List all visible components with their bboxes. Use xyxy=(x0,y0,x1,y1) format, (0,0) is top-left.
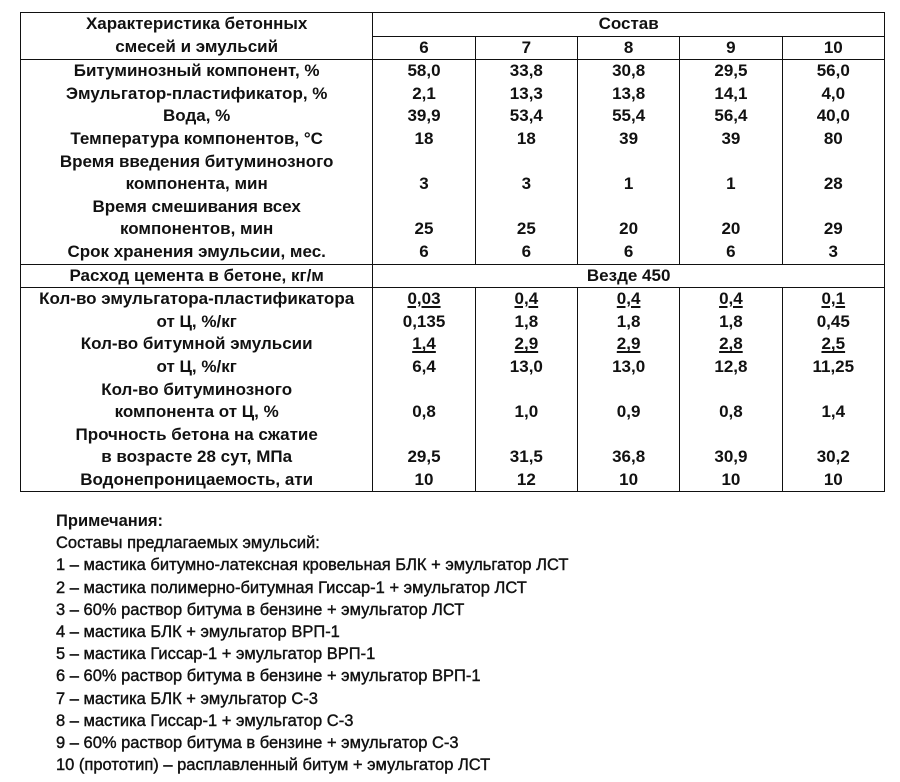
table-cell: 1,4 xyxy=(782,379,884,424)
col-header: 6 xyxy=(373,36,475,60)
cement-label: Расход цемента в бетоне, кг/м xyxy=(21,264,373,288)
properties-table xyxy=(20,12,885,492)
table-cell: 13,3 xyxy=(475,83,577,106)
table-cell: 14,1 xyxy=(680,83,782,106)
table-cell: 1 xyxy=(577,151,679,196)
table-cell: 30,2 xyxy=(782,424,884,469)
header-characteristic-line2: смесей и эмульсий xyxy=(115,36,279,56)
row-label xyxy=(21,424,373,469)
row-label xyxy=(21,379,373,424)
table-row xyxy=(21,83,885,106)
table-row xyxy=(21,241,885,264)
row-label-line: Кол-во битумной эмульсии xyxy=(80,334,313,354)
list-item: 5 – мастика Гиссар-1 + эмульгатор ВРП-1 xyxy=(56,645,376,664)
table-cell: 12 xyxy=(475,469,577,492)
table-row xyxy=(21,196,885,241)
cell-percent: 0,4 xyxy=(514,289,539,309)
table-cell: 2,1 xyxy=(373,83,475,106)
cell-percent: 2,9 xyxy=(616,334,641,354)
cell-percent: 0,1 xyxy=(821,289,846,309)
row-label-line: от Ц, %/кг xyxy=(156,311,237,331)
table-row xyxy=(21,288,885,334)
cell-kg: 12,8 xyxy=(714,356,748,376)
table-cell: 4,0 xyxy=(782,83,884,106)
table-cell: 29,5 xyxy=(680,60,782,83)
table-row xyxy=(21,379,885,424)
row-label xyxy=(21,288,373,334)
row-label xyxy=(21,151,373,196)
cell-kg: 11,25 xyxy=(812,356,855,376)
list-item: 8 – мастика Гиссар-1 + эмульгатор С-3 xyxy=(56,711,354,730)
table-cell: 58,0 xyxy=(373,60,475,83)
table-cell: 0,8 xyxy=(373,379,475,424)
table-cell xyxy=(577,333,679,378)
cell-kg: 0,135 xyxy=(402,311,446,331)
cell-kg: 0,45 xyxy=(816,311,850,331)
table-cell: 25 xyxy=(373,196,475,241)
table-cell: 30,9 xyxy=(680,424,782,469)
notes-section xyxy=(56,510,568,776)
col-header: 7 xyxy=(475,36,577,60)
table-cell: 1,0 xyxy=(475,379,577,424)
notes-title: Примечания: xyxy=(56,512,164,530)
table-cell: 33,8 xyxy=(475,60,577,83)
header-composition: Состав xyxy=(373,13,885,37)
table-row xyxy=(21,469,885,492)
list-item: 1 – мастика битумно-латексная кровельная БЛК + эмульгатор ЛСТ xyxy=(56,556,569,575)
col-header: 10 xyxy=(782,36,884,60)
table-cell xyxy=(680,333,782,378)
table-cell xyxy=(373,333,475,378)
table-cell: 30,8 xyxy=(577,60,679,83)
row-label-line: Кол-во битуминозного xyxy=(101,379,293,399)
table-cell: 40,0 xyxy=(782,105,884,128)
row-label-line: компонента от Ц, % xyxy=(114,402,279,422)
table-cell: 39 xyxy=(577,128,679,151)
table-cell: 3 xyxy=(373,151,475,196)
cell-percent: 1,4 xyxy=(412,334,436,354)
table-cell: 28 xyxy=(782,151,884,196)
table-header-row xyxy=(21,13,885,37)
cell-percent: 0,4 xyxy=(616,289,641,309)
row-label: Водонепроницаемость, ати xyxy=(21,469,373,492)
table-cell: 39 xyxy=(680,128,782,151)
table-cell: 10 xyxy=(373,469,475,492)
cell-percent: 2,9 xyxy=(514,334,539,354)
row-label-line: Время введения битуминозного xyxy=(59,151,334,171)
list-item: 6 – 60% раствор битума в бензине + эмульгатор ВРП-1 xyxy=(56,667,481,686)
table-cell: 10 xyxy=(782,469,884,492)
table-cell: 56,0 xyxy=(782,60,884,83)
table-cell xyxy=(577,288,679,334)
list-item: 3 – 60% раствор битума в бензине + эмульгатор ЛСТ xyxy=(56,600,465,619)
table-cell: 20 xyxy=(577,196,679,241)
list-item: 9 – 60% раствор битума в бензине + эмульгатор С-3 xyxy=(56,734,459,753)
table-cell: 10 xyxy=(680,469,782,492)
list-item: 4 – мастика БЛК + эмульгатор ВРП-1 xyxy=(56,623,340,642)
cement-value: Везде 450 xyxy=(373,264,885,288)
row-label: Вода, % xyxy=(21,105,373,128)
table-cell: 25 xyxy=(475,196,577,241)
row-label-line: от Ц, %/кг xyxy=(156,356,237,376)
row-label-line: компонентов, мин xyxy=(119,219,274,239)
table-cell: 29 xyxy=(782,196,884,241)
header-characteristic-cell xyxy=(21,13,373,60)
row-label: Эмульгатор-пластификатор, % xyxy=(21,83,373,106)
table-cell xyxy=(373,288,475,334)
list-item: 2 – мастика полимерно-битумная Гиссар-1 + эмульгатор ЛСТ xyxy=(56,578,527,597)
row-label xyxy=(21,333,373,378)
table-cell: 20 xyxy=(680,196,782,241)
table-row xyxy=(21,128,885,151)
table-row xyxy=(21,151,885,196)
table-cell: 6 xyxy=(373,241,475,264)
table-cell: 55,4 xyxy=(577,105,679,128)
cell-kg: 1,8 xyxy=(719,311,743,331)
table-cell: 0,9 xyxy=(577,379,679,424)
cell-kg: 1,8 xyxy=(514,311,539,331)
table-cell: 0,8 xyxy=(680,379,782,424)
row-label-line: Кол-во эмульгатора-пластификатора xyxy=(39,289,355,309)
table-cell: 13,8 xyxy=(577,83,679,106)
row-label xyxy=(21,196,373,241)
table-cell: 29,5 xyxy=(373,424,475,469)
table-cell: 56,4 xyxy=(680,105,782,128)
cement-row xyxy=(21,264,885,288)
list-item: 10 (прототип) – расплавленный битум + эмульгатор ЛСТ xyxy=(56,756,491,775)
table-cell xyxy=(680,288,782,334)
table-row xyxy=(21,333,885,378)
table-cell xyxy=(782,333,884,378)
row-label: Температура компонентов, °С xyxy=(21,128,373,151)
table-cell: 31,5 xyxy=(475,424,577,469)
table-cell xyxy=(475,288,577,334)
cell-percent: 2,5 xyxy=(821,334,846,354)
table-cell: 53,4 xyxy=(475,105,577,128)
cell-percent: 0,03 xyxy=(407,289,441,309)
table-cell: 6 xyxy=(680,241,782,264)
row-label: Срок хранения эмульсии, мес. xyxy=(21,241,373,264)
table-cell xyxy=(475,333,577,378)
notes-subtitle: Составы предлагаемых эмульсий: xyxy=(56,534,320,553)
header-characteristic-line1: Характеристика бетонных xyxy=(85,14,308,33)
table-cell: 18 xyxy=(475,128,577,151)
table-cell: 3 xyxy=(782,241,884,264)
table-cell: 36,8 xyxy=(577,424,679,469)
table-cell: 6 xyxy=(577,241,679,264)
cell-percent: 2,8 xyxy=(719,334,743,354)
row-label: Битуминозный компонент, % xyxy=(21,60,373,83)
table-cell: 18 xyxy=(373,128,475,151)
col-header: 9 xyxy=(680,36,782,60)
cell-percent: 0,4 xyxy=(719,289,743,309)
table-row xyxy=(21,424,885,469)
table-cell: 1 xyxy=(680,151,782,196)
table-cell: 3 xyxy=(475,151,577,196)
table-row xyxy=(21,105,885,128)
table-row xyxy=(21,60,885,83)
cell-kg: 13,0 xyxy=(612,356,646,376)
cell-kg: 6,4 xyxy=(412,356,436,376)
col-header: 8 xyxy=(577,36,679,60)
row-label-line: Прочность бетона на сжатие xyxy=(75,424,318,444)
table-cell: 6 xyxy=(475,241,577,264)
table-cell xyxy=(782,288,884,334)
table-cell: 80 xyxy=(782,128,884,151)
row-label-line: компонента, мин xyxy=(125,174,268,194)
cell-kg: 1,8 xyxy=(616,311,641,331)
row-label-line: Время смешивания всех xyxy=(92,196,301,216)
row-label-line: в возрасте 28 сут, МПа xyxy=(101,447,293,467)
list-item: 7 – мастика БЛК + эмульгатор С-3 xyxy=(56,689,318,708)
table-cell: 10 xyxy=(577,469,679,492)
table-cell: 39,9 xyxy=(373,105,475,128)
cell-kg: 13,0 xyxy=(509,356,543,376)
